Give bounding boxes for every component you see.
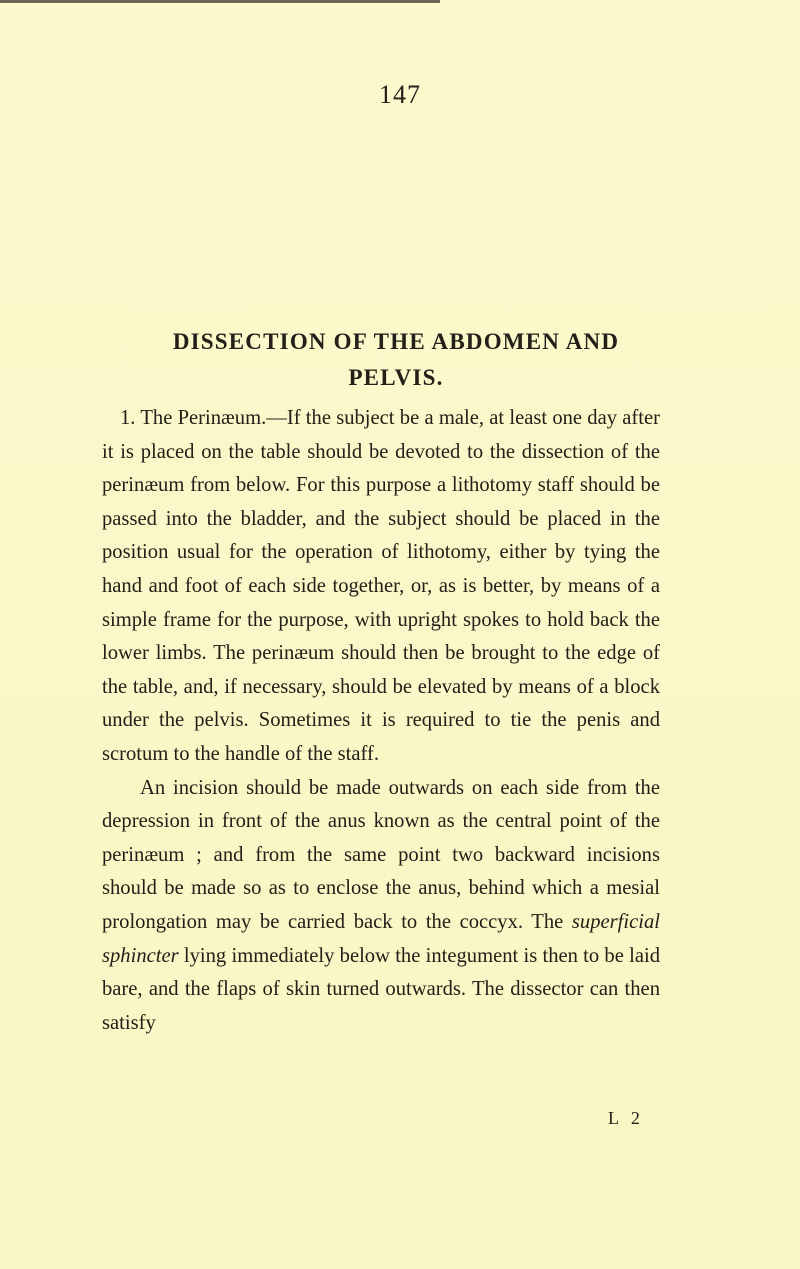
body-text [102,402,660,1040]
paragraph-2-part-1: An incision should be made outwards on each side from the depression in front of the anus known as the central point of the perinæum ; and from the same point two backward incisions should be made so as to enclose the anus, behind which a mesial prolongation may be carried back to the coccyx. The [102,776,660,933]
top-edge-rule [0,0,440,3]
section-heading: 1. The Perinæum. [120,407,267,429]
paragraph-2 [102,772,660,1041]
signature-mark: L 2 [608,1108,644,1128]
chapter-title-line-1: DISSECTION OF THE ABDOMEN AND [172,329,620,354]
paragraph-1 [102,402,660,772]
paragraph-1-body: —If the subject be a male, at least one day after it is placed on the table should be devoted to the dissection of the perinæum from below. For this purpose a lithotomy staff should be passed into the bladder, and the subject should be placed in the position usual for the operation of lithotomy, either by tying the hand and foot of each side together, or, as is better, by means of a simple frame for the purpose, with upright spokes to hold back the lower limbs. The perinæum should then be brought to the edge of the table, and, if necessary, should be elevated by means of a block under the pelvis. Sometimes it is required to tie the penis and scrotum to the handle of the staff. [102,407,660,765]
chapter-title-line-2: PELVIS. [348,365,444,390]
paragraph-2-part-2: lying immediately below the integument is then to be laid bare, and the flaps of skin turned outwards. The dissector can then satisfy [102,944,660,1034]
page-number: 147 [379,80,421,109]
paragraph-2-italic-term: superficial sphincter [102,910,660,967]
